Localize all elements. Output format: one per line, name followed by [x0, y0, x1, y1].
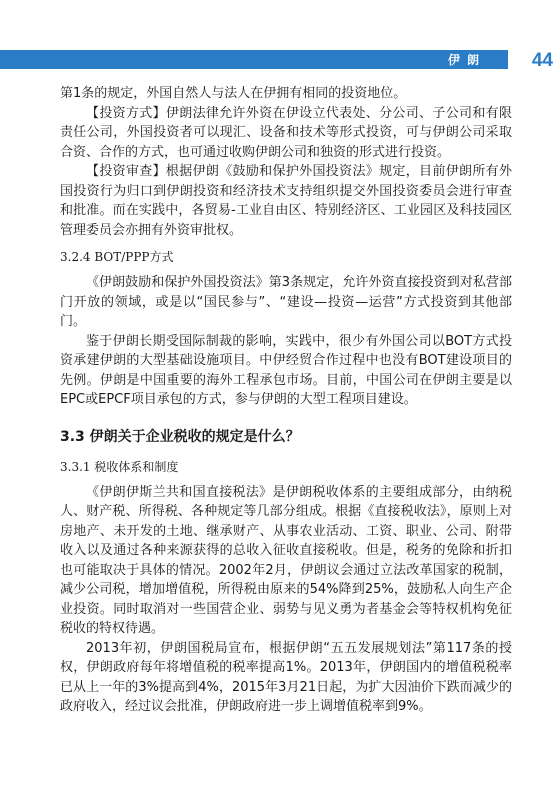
- paragraph-direct-tax-law: 《伊朗伊斯兰共和国直接税法》是伊朗税收体系的主要组成部分，由纳税人、财产税、所得税、各种规定等几部分组成。根据《直接税收法》，原则上对房地产、未开发的土地、继承财产、从事农业活动、工资、职业、公司、附带收入以及通过各种来源获得的总收入征收直接税收。但是，税务的免除和折扣也可能取决于具体的情况。2002年2月，伊朗议会通过立法改革国家的税制，减少公司税，增加增值税，所得税由原来的54%降到25%，鼓励私人向生产企业投资。同时取消对一些国营企业、弱势与见义勇为者基金会等特权机构免征税收的特权待遇。: [60, 484, 512, 636]
- page-number: 44: [531, 50, 553, 71]
- paragraph-continuation: 第1条的规定，外国自然人与法人在伊拥有相同的投资地位。: [60, 86, 407, 101]
- page-body: [60, 84, 512, 717]
- paragraph-investment-methods: 【投资方式】伊朗法律允许外资在伊设立代表处、分公司、子公司和有限责任公司，外国投资者可以现汇、设备和技术等形式投资，可与伊朗公司采取合资、合作的方式，也可通过收购伊朗公司和独资的形式进行投资。: [60, 105, 512, 160]
- subheading-3-3-1: 3.3.1 税收体系和制度: [60, 459, 179, 474]
- section-heading-3-3: 3.3 伊朗关于企业税收的规定是什么？: [60, 428, 300, 445]
- paragraph-bot-law: 《伊朗鼓励和保护外国投资法》第3条规定，允许外资直接投资到对私营部门开放的领域，或是以“国民参与”、“建设—投资—运营”方式投资到其他部门。: [60, 275, 512, 329]
- paragraph-bot-practice: 鉴于伊朗长期受国际制裁的影响，实践中，很少有外国公司以BOT方式投资承建伊朗的大型基础设施项目。中伊经贸合作过程中也没有BOT建设项目的先例。伊朗是中国重要的海外工程承包市场。目前，中国公司在伊朗主要是以EPC或EPCF项目承包的方式，参与伊朗的大型工程项目建设。: [60, 333, 512, 407]
- running-header-title: 伊朗: [447, 53, 486, 67]
- header-band: [0, 50, 508, 69]
- paragraph-investment-review: 【投资审查】根据伊朗《鼓励和保护外国投资法》规定，目前伊朗所有外国投资行为归口到伊朗投资和经济技术支持组织提交外国投资委员会进行审查和批准。而在实践中，各贸易-工业自由区、特别经济区、工业园区及科技园区管理委员会亦拥有外资审批权。: [60, 164, 512, 238]
- subheading-3-2-4: 3.2.4 BOT/PPP方式: [60, 250, 174, 264]
- paragraph-vat-increase: 2013年初，伊朗国税局宣布，根据伊朗“五五发展规划法”第117条的授权，伊朗政府每年将增值税的税率提高1%。2013年，伊朗国内的增值税税率已从上一年的3%提高到4%，2015年3月21日起，为扩大因油价下跌而减少的政府收入，经过议会批准，伊朗政府进一步上调增值税率到9%。: [60, 640, 512, 714]
